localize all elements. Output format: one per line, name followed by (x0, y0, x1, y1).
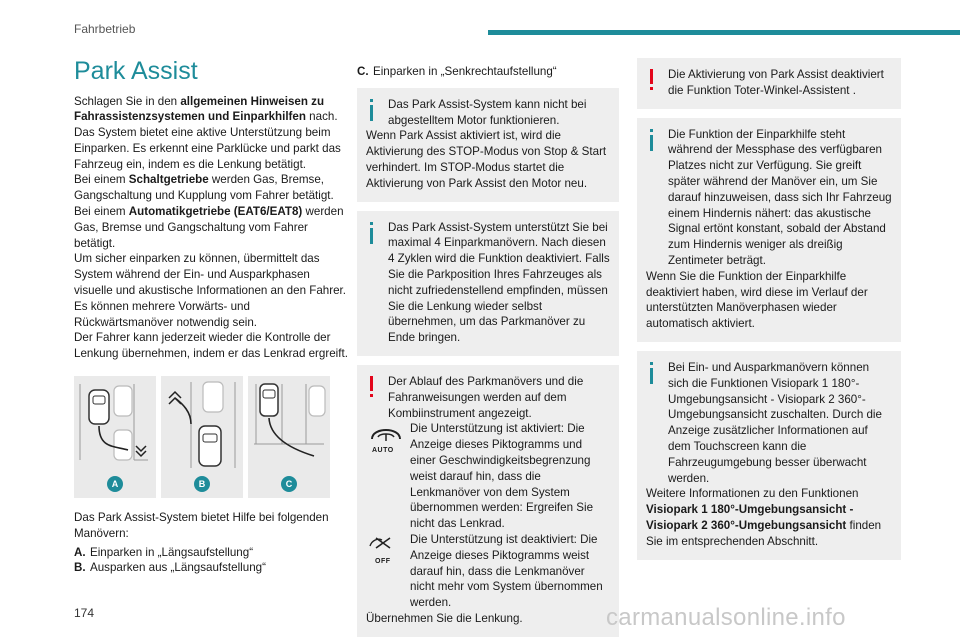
page-number: 174 (74, 606, 95, 620)
column-2 (357, 64, 619, 640)
info-icon (367, 99, 376, 121)
page-title: Park Assist (74, 57, 198, 85)
manual-gearbox-paragraph: Bei einem Schaltgetriebe werden Gas, Bremse, Gangschaltung und Kupplung vom Fahrer betätigt. (74, 173, 334, 203)
info-icon (367, 222, 376, 244)
figure-label-c: C (281, 476, 297, 492)
warning-icon (647, 69, 656, 91)
column-1 (74, 58, 350, 576)
info-box: Das Park Assist-System kann nicht bei abgestelltem Motor funktionieren. Wenn Park Assist aktiviert ist, wird die Aktivierung des STOP-Modus von Stop & Start verhindert. Im STOP-Modus startet die Aktivierung von Park Assist den Motor neu. (357, 88, 619, 202)
watermark: carmanualsonline.info (606, 604, 846, 631)
steering-wheel-off-icon: OFF (366, 532, 406, 564)
warning-box: Der Ablauf des Parkmanövers und die Fahranweisungen werden auf dem Kombiinstrument angezeigt. AUTO Die Unterstützung ist aktiviert: Die Anzeige dieses Piktogramms und einer Geschwindigkeitsbegrenzung weist darauf hin, dass die Lenkmanöver von dem System übernommen werden: Ergreifen Sie nicht das Lenkrad. OFF Die Unterstützung ist deaktiviert: Die Anzeige dieses Piktogramms weist darauf hin, dass die Lenkmanöver nicht mehr vom System übernommen werden. Übernehmen Sie die Lenkung. (357, 365, 619, 637)
list-item: A. Einparken in „Längsaufstellung“ (74, 545, 254, 559)
figure-panel-c (248, 376, 330, 498)
safety-paragraph: Um sicher einparken zu können, übermittelt das System während der Ein- und Ausparkphasen visuelle und akustische Informationen an den Fahrer. Es können mehrere Vorwärts- und Rückwärtsmanöver notwendig sein. (74, 252, 346, 329)
automatic-gearbox-paragraph: Bei einem Automatikgetriebe (EAT6/EAT8) werden Gas, Bremse und Gangschaltung vom Fahrer betätigt. (74, 205, 344, 250)
info-icon (647, 362, 656, 384)
header-accent-bar (488, 30, 960, 35)
figure-panel-b (161, 376, 243, 498)
maneuvers-intro: Das Park Assist-System bietet Hilfe bei folgenden Manövern: (74, 511, 329, 540)
description-paragraph: Das System bietet eine aktive Unterstützung beim Einparken. Es erkennt eine Parklücke und parkt das Fahrzeug ein, indem es die Lenkung betätigt. (74, 126, 341, 171)
figure-panel-a (74, 376, 156, 498)
parking-maneuvers-figure (74, 376, 330, 498)
info-box: Das Park Assist-System unterstützt Sie bei maximal 4 Einparkmanövern. Nach diesen 4 Zyklen wird die Funktion deaktiviert. Falls Sie die Parkposition Ihres Fahrzeuges als nicht zufriedenstellend empfinden, müssen Sie die Lenkung wieder selbst übernehmen, um das Parkmanöver zu Ende bringen. (357, 211, 619, 356)
warning-icon (367, 376, 376, 398)
figure-label-a: A (107, 476, 123, 492)
list-item: B. Ausparken aus „Längsaufstellung“ (74, 561, 266, 575)
driver-control-paragraph: Der Fahrer kann jederzeit wieder die Kontrolle der Lenkung übernehmen, indem er das Lenkrad ergreift. (74, 331, 348, 361)
intro-paragraph: Schlagen Sie in den allgemeinen Hinweisen zu Fahrassistenzsystemen und Einparkhilfen nach. (74, 94, 338, 124)
info-box: Die Funktion der Einparkhilfe steht während der Messphase des verfügbaren Platzes nicht zur Verfügung. Sie greift später während der Manöver ein, um Sie darauf hinzuweisen, dass sich Ihr Fahrzeug einem Hindernis nähert: das akustische Signal ertönt konstant, sobald der Abstand zum Hindernis weniger als dreißig Zentimeter beträgt. Wenn Sie die Funktion der Einparkhilfe deaktiviert haben, wird diese im Verlauf der unterstützten Manöverphasen wieder automatisch aktiviert. (637, 118, 901, 342)
steering-wheel-auto-icon: AUTO (366, 421, 406, 453)
warning-box: Die Aktivierung von Park Assist deaktiviert die Funktion Toter-Winkel-Assistent . (637, 58, 901, 109)
list-item: C. Einparken in „Senkrechtaufstellung“ (357, 65, 557, 78)
assist-inactive-item: OFF Die Unterstützung ist deaktiviert: Die Anzeige dieses Piktogramms weist darauf hin, dass die Lenkmanöver nicht mehr vom System übernommen werden. (366, 532, 610, 611)
column-3 (637, 58, 901, 569)
assist-active-item: AUTO Die Unterstützung ist aktiviert: Die Anzeige dieses Piktogramms und einer Geschwindigkeitsbegrenzung weist darauf hin, dass die Lenkmanöver von dem System übernommen werden: Ergreifen Sie nicht das Lenkrad. (366, 421, 610, 532)
info-box: Bei Ein- und Ausparkmanövern können sich die Funktionen Visiopark 1 180°-Umgebungsansicht - Visiopark 2 360°-Umgebungsansicht zuschalten. Durch die Anzeige zusätzlicher Informationen auf dem Touchscreen kann die Fahrzeugumgebung besser überwacht werden. Weitere Informationen zu den Funktionen Visiopark 1 180°-Umgebungsansicht - Visiopark 2 360°-Umgebungsansicht finden Sie im entsprechenden Abschnitt. (637, 351, 901, 560)
info-icon (647, 129, 656, 151)
maneuver-list (74, 545, 350, 577)
section-title: Fahrbetrieb (74, 22, 136, 36)
figure-label-b: B (194, 476, 210, 492)
